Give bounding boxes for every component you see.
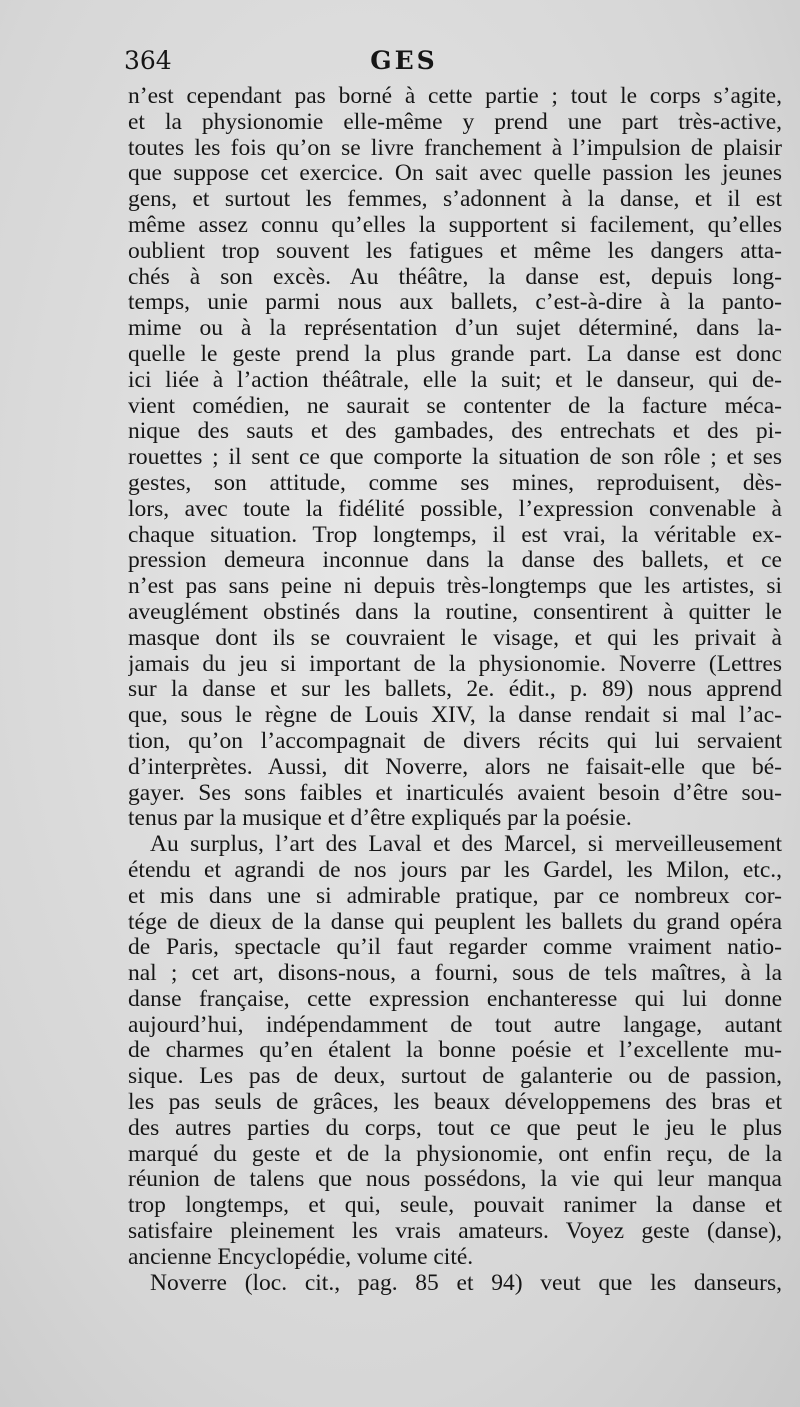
text-line: toutes les fois qu’on se livre franchement à l’impulsion de plaisir xyxy=(128,135,782,161)
text-line: aujourd’hui, indépendamment de tout autre langage, autant xyxy=(128,1012,782,1038)
text-line: trop longtemps, et qui, seule, pouvait ranimer la danse et xyxy=(128,1193,782,1219)
text-line: et la physionomie elle-même y prend une part très-active, xyxy=(128,109,782,135)
text-line: chés à son excès. Au théâtre, la danse est, depuis long- xyxy=(128,264,782,290)
text-line: satisfaire pleinement les vrais amateurs. Voyez geste (danse), xyxy=(128,1219,782,1245)
text-line: rouettes ; il sent ce que comporte la situation de son rôle ; et ses xyxy=(128,445,782,471)
text-line: jamais du jeu si important de la physionomie. Noverre (Lettres xyxy=(128,651,782,677)
text-line: réunion de talens que nous possédons, la vie qui leur manqua xyxy=(128,1167,782,1193)
text-line: gayer. Ses sons faibles et inarticulés avaient besoin d’être sou- xyxy=(128,780,782,806)
text-line: les pas seuls de grâces, les beaux développemens des bras et xyxy=(128,1090,782,1116)
text-line: pression demeura inconnue dans la danse des ballets, et ce xyxy=(128,548,782,574)
text-line: sur la danse et sur les ballets, 2e. édit., p. 89) nous apprend xyxy=(128,677,782,703)
text-line: tenus par la musique et d’être expliqués par la poésie. xyxy=(128,806,632,832)
text-line: ici liée à l’action théâtrale, elle la suit; et le danseur, qui de- xyxy=(128,367,782,393)
text-line: des autres parties du corps, tout ce que peut le jeu le plus xyxy=(128,1115,782,1141)
text-line: aveuglément obstinés dans la routine, consentirent à quitter le xyxy=(128,599,782,625)
paragraph-3 xyxy=(128,1271,782,1297)
paragraph-1 xyxy=(128,84,782,832)
text-line: chaque situation. Trop longtemps, il est vrai, la véritable ex- xyxy=(128,522,782,548)
text-line: danse française, cette expression enchanteresse qui lui donne xyxy=(128,986,782,1012)
text-line: que suppose cet exercice. On sait avec quelle passion les jeunes xyxy=(128,161,782,187)
running-head: GES xyxy=(370,46,438,75)
text-line: nique des sauts et des gambades, des entrechats et des pi- xyxy=(128,419,782,445)
text-line: de Paris, spectacle qu’il faut regarder comme vraiment natio- xyxy=(128,935,782,961)
text-line: n’est pas sans peine ni depuis très-longtemps que les artistes, si xyxy=(128,574,782,600)
text-line: gestes, son attitude, comme ses mines, reproduisent, dès- xyxy=(128,470,782,496)
body-text xyxy=(128,84,782,1296)
text-line: et mis dans une si admirable pratique, par ce nombreux cor- xyxy=(128,883,782,909)
text-line: que, sous le règne de Louis XIV, la danse rendait si mal l’ac- xyxy=(128,703,782,729)
text-line: mime ou à la représentation d’un sujet déterminé, dans la- xyxy=(128,316,782,342)
text-line: marqué du geste et de la physionomie, ont enfin reçu, de la xyxy=(128,1141,782,1167)
text-line: quelle le geste prend la plus grande part. La danse est donc xyxy=(128,341,782,367)
text-line: temps, unie parmi nous aux ballets, c’est-à-dire à la panto- xyxy=(128,290,782,316)
paragraph-2 xyxy=(128,832,782,1271)
text-line: n’est cependant pas borné à cette partie ; tout le corps s’agite, xyxy=(128,84,782,109)
text-line: Noverre (loc. cit., pag. 85 et 94) veut que les danseurs, xyxy=(150,1270,782,1296)
text-line: Au surplus, l’art des Laval et des Marcel, si merveilleusement xyxy=(150,832,782,858)
text-line: d’interprètes. Aussi, dit Noverre, alors ne faisait-elle que bé- xyxy=(128,754,782,780)
text-line: tion, qu’on l’accompagnait de divers récits qui lui servaient xyxy=(128,728,782,754)
text-line: même assez connu qu’elles la supportent si facilement, qu’elles xyxy=(128,212,782,238)
page-header xyxy=(124,46,684,82)
text-line: tége de dieux de la danse qui peuplent les ballets du grand opéra xyxy=(128,909,782,935)
text-line: vient comédien, ne saurait se contenter de la facture méca- xyxy=(128,393,782,419)
page-number: 364 xyxy=(124,46,172,75)
text-line: gens, et surtout les femmes, s’adonnent à la danse, et il est xyxy=(128,187,782,213)
text-line: ancienne Encyclopédie, volume cité. xyxy=(128,1244,474,1270)
text-line: oublient trop souvent les fatigues et même les dangers atta- xyxy=(128,238,782,264)
text-line: masque dont ils se couvraient le visage, et qui les privait à xyxy=(128,625,782,651)
text-line: étendu et agrandi de nos jours par les Gardel, les Milon, etc., xyxy=(128,857,782,883)
text-line: de charmes qu’en étalent la bonne poésie et l’excellente mu- xyxy=(128,1038,782,1064)
text-line: nal ; cet art, disons-nous, a fourni, sous de tels maîtres, à la xyxy=(128,961,782,987)
text-line: sique. Les pas de deux, surtout de galanterie ou de passion, xyxy=(128,1064,782,1090)
text-line: lors, avec toute la fidélité possible, l’expression convenable à xyxy=(128,496,782,522)
